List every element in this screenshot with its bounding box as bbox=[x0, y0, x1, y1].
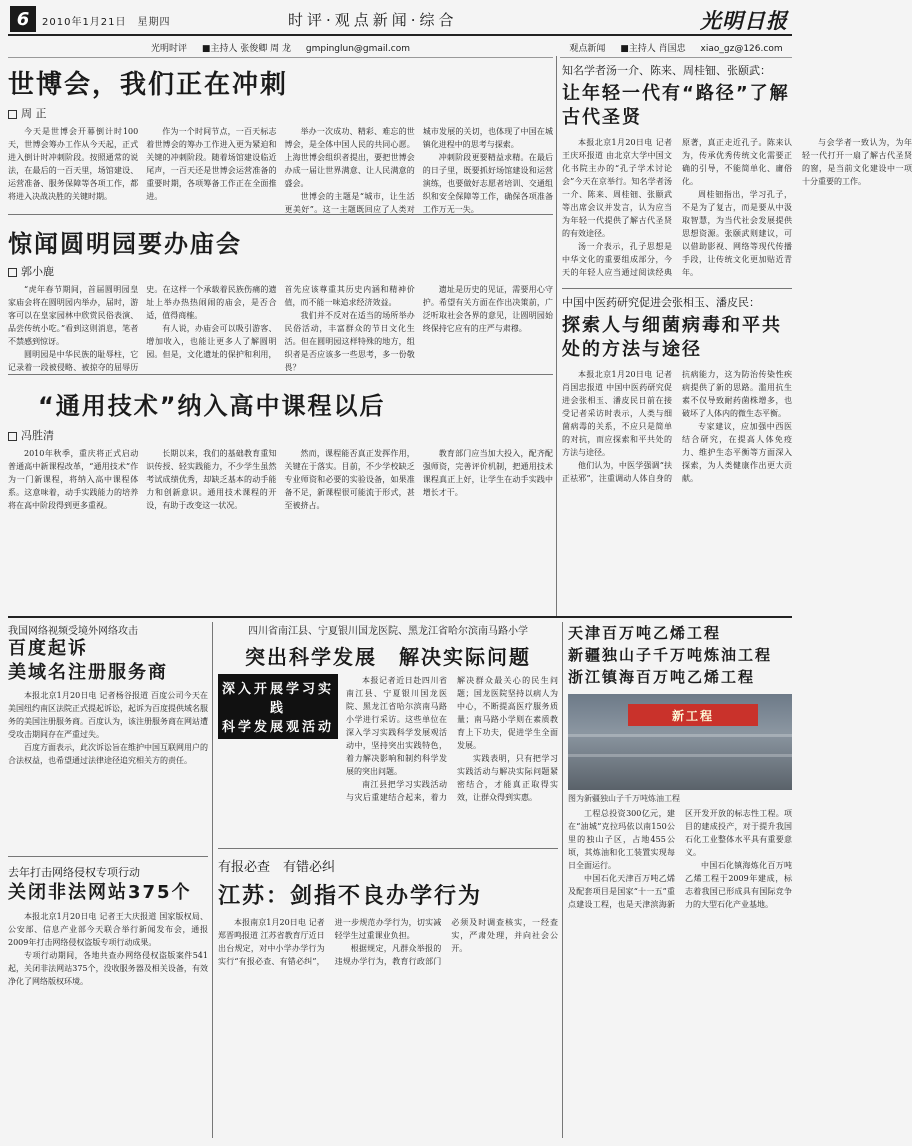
article-divider bbox=[8, 856, 208, 857]
article-petrochemical bbox=[568, 622, 792, 1138]
article-expo bbox=[8, 62, 553, 212]
article-body: 今天是世博会开幕倒计时100天，世博会筹办工作从今天起，正式进入倒计时冲刺阶段。按照通常的说法，在最后的一百天里，场馆建设、运营准备、服务保障等各项工作，都将进入决战决胜的关键时期。 作为一个时间节点，一百天标志着世博会的筹办工作进入更为紧迫和关键的冲刺阶段。随着场馆建设临近尾声，一百天还是世博会运营准备的重要时期，各项筹备工作正在全面推进。 举办一次成功、精彩、难忘的世博会，是全体中国人民的共同心愿。上海世博会组织者提出，要把世博会办成一届让世界满意、让人民满意的盛会。 世博会的主题是“城市，让生活更美好”。这一主题既回应了人类对城市发展的关切，也体现了中国在城镇化进程中的思考与探索。 冲刺阶段更要精益求精。在最后的日子里，既要抓好场馆建设和运营演练，也要做好志愿者培训、交通组织和安全保障等工作，确保各项准备工作万无一失。 bbox=[8, 127, 553, 214]
article-headline: 江苏：剑指不良办学行为 bbox=[218, 884, 483, 909]
news-photo bbox=[568, 694, 792, 790]
article-body: 本报南京1月20日电 记者郑晋鸣报道 江苏省教育厅近日出台规定，对中小学办学行为实行“有报必查、有错必纠”，进一步规范办学行为，切实减轻学生过重课业负担。 根据规定，凡群众举报的违规办学行为，教育行政部门必须及时调查核实，一经查实，严肃处理，并向社会公开。 bbox=[218, 918, 558, 966]
article-divider bbox=[218, 848, 558, 849]
article-author: 周 正 bbox=[8, 105, 553, 121]
article-headline: 新疆独山子千万吨炼油工程 bbox=[568, 646, 773, 664]
left-column-header bbox=[8, 38, 553, 58]
article-piracy bbox=[8, 862, 208, 1138]
article-body: 2010年秋季，重庆将正式启动普通高中新课程改革，“通用技术”作为一门新课程，将纳入高中课程体系。这意味着，动手实践能力的培养将在高中阶段得到更多重视。 长期以来，我们的基础教育重知识传授、轻实践能力，不少学生虽然考试成绩优秀，却缺乏基本的动手能力和创新意识。通用技术课程的开设，有助于改变这一状况。 然而，课程能否真正发挥作用，关键在于落实。目前，不少学校缺乏专业师资和必要的实验设备，如果准备不足，新课程很可能流于形式，甚至被挤占。 教育部门应当加大投入，配齐配强师资，完善评价机制，把通用技术课程真正上好，让学生在动手实践中增长才干。 bbox=[8, 449, 553, 510]
article-headline: 天津百万吨乙烯工程 bbox=[568, 624, 722, 642]
article-scientific-development bbox=[218, 622, 558, 842]
article-headline: 让年轻一代有“路径”了解古代圣贤 bbox=[562, 83, 790, 128]
column-email[interactable]: xiao_gz@126.com bbox=[700, 44, 783, 54]
article-headline: 浙江镇海百万吨乙烯工程 bbox=[568, 668, 756, 686]
column-email[interactable]: gmpinglun@gmail.com bbox=[305, 44, 410, 54]
article-headline: 惊闻圆明园要办庙会 bbox=[8, 230, 242, 258]
article-body: “虎年春节期间，首届圆明园皇家庙会将在圆明园内举办，届时，游客可以在皇家园林中欣赏民俗表演、品尝传统小吃。”看到这则消息，笔者不禁感到惊讶。 圆明园是中华民族的耻辱柱，它记录着一段被侵略、被掠夺的屈辱历史。在这样一个承载着民族伤痛的遗址上举办热热闹闹的庙会，是否合适，值得商榷。 有人说，办庙会可以吸引游客、增加收入，也能让更多人了解圆明园。但是，文化遗址的保护和利用，首先应该尊重其历史内涵和精神价值，而不能一味追求经济效益。 我们并不反对在适当的场所举办民俗活动，丰富群众的节日文化生活。但在圆明园这样特殊的地方，组织者是否应该多一些思考，多一份敬畏？ 遗址是历史的见证，需要用心守护。希望有关方面在作出决策前，广泛听取社会各界的意见，让圆明园始终保持它应有的庄严与肃穆。 bbox=[8, 285, 553, 372]
article-headline: 美域名注册服务商 bbox=[8, 662, 168, 683]
column-divider bbox=[212, 622, 213, 1138]
article-kicker: 我国网络视频受境外网络攻击 bbox=[8, 626, 138, 637]
article-deck: 深入开展学习实践 科学发展观活动 bbox=[218, 674, 338, 739]
article-confucius bbox=[562, 62, 912, 282]
column-divider bbox=[562, 622, 563, 1138]
masthead bbox=[8, 4, 792, 36]
article-body: 本报北京1月20日电 记者杨谷报道 百度公司今天在美国纽约南区法院正式提起诉讼，起诉为百度提供域名服务的美国注册服务商。百度认为，该注册服务商在网站遭受攻击期间存在严重过失。 百度方面表示，此次诉讼旨在维护中国互联网用户的合法权益，也希望通过法律途径追究相关方的责任。 bbox=[8, 691, 208, 765]
article-body: 本报北京1月20日电 记者王大庆报道 国家版权局、公安部、信息产业部今天联合举行新闻发布会，通报2009年打击网络侵权盗版专项行动成果。 专项行动期间，各地共查办网络侵权盗版案件541起，关闭非法网站375个，没收服务器及相关设备，有效净化了网络版权环境。 bbox=[8, 912, 208, 986]
page-number: 6 bbox=[10, 6, 36, 32]
article-kicker: 四川省南江县、宁夏银川国龙医院、黑龙江省哈尔滨南马路小学 bbox=[248, 626, 528, 637]
article-baidu bbox=[8, 622, 208, 852]
article-kicker: 知名学者汤一介、陈来、周桂钿、张颐武： bbox=[562, 64, 771, 77]
article-body: 本报北京1月20日电 记者王庆环报道 由北京大学中国文化书院主办的“孔子学术讨论会”今天在京举行。知名学者汤一介、陈来、周桂钿、张颐武等出席会议并发言，认为应当为年轻一代提供了解古代圣贤的有效途径。 汤一介表示，孔子思想是中华文化的重要组成部分，今天的年轻人应当通过阅读经典原著，真正走近孔子。陈来认为，传承优秀传统文化需要正确的引导，不能简单化、庸俗化。 周桂钿指出，学习孔子，不是为了复古，而是要从中汲取智慧，为当代社会发展提供思想资源。张颐武则建议，可以借助影视、网络等现代传播手段，让传统文化更加贴近青年。 与会学者一致认为，为年轻一代打开一扇了解古代圣贤的窗，是当前文化建设中一项十分重要的工作。 bbox=[562, 138, 912, 277]
article-body: 本报记者近日赴四川省南江县、宁夏银川国龙医院、黑龙江省哈尔滨南马路小学进行采访。这些单位在深入学习实践科学发展观活动中，坚持突出实践特色，着力解决影响和制约科学发展的突出问题。 南江县把学习实践活动与灾后重建结合起来，着力解决群众最关心的民生问题；国龙医院坚持以病人为中心，不断提高医疗服务质量；南马路小学则在素质教育上下功夫，促进学生全面发展。 实践表明，只有把学习实践活动与解决实际问题紧密结合，才能真正取得实效，让群众得到实惠。 bbox=[346, 676, 558, 802]
article-kicker: 中国中医药研究促进会张相玉、潘皮民： bbox=[562, 296, 760, 309]
article-yuanmingyuan bbox=[8, 222, 553, 372]
column-divider bbox=[556, 56, 557, 616]
article-headline: 突出科学发展 解决实际问题 bbox=[245, 645, 531, 669]
square-icon bbox=[8, 432, 17, 441]
right-column-header bbox=[560, 38, 792, 58]
square-icon bbox=[8, 268, 17, 277]
article-headline: 百度起诉 bbox=[8, 638, 88, 659]
article-headline: 关闭非法网站375个 bbox=[8, 882, 192, 903]
article-general-technology bbox=[8, 382, 553, 610]
article-body: 本报北京1月20日电 记者肖国忠报道 中国中医药研究促进会张相玉、潘皮民日前在接受记者采访时表示，人类与细菌病毒的关系，不应只是简单的对抗，而应探索和平共处的方法与途径。 他们认为，中医学强调“扶正祛邪”，注重调动人体自身的抗病能力，这为防治传染性疾病提供了新的思路。滥用抗生素不仅导致耐药菌株增多，也破坏了人体内的微生态平衡。 专家建议，应加强中西医结合研究，在提高人体免疫力、维护生态平衡等方面深入探索，为人类健康作出更大贡献。 bbox=[562, 370, 792, 483]
article-divider bbox=[8, 214, 553, 215]
square-icon bbox=[8, 110, 17, 119]
article-divider bbox=[562, 288, 792, 289]
article-body: 工程总投资300亿元，建在“油城”克拉玛依以南150公里的独山子区，占地455公顷，其炼油和化工装置实现每日全面运行。 中国石化天津百万吨乙烯及配套项目是国家“十一五”重点建设工程，也是天津滨海新区开发开放的标志性工程。项目的建成投产，对于提升我国石化工业整体水平具有重要意义。 中国石化镇海炼化百万吨乙烯工程于2009年建成，标志着我国已形成具有国际竞争力的大型石化产业基地。 bbox=[568, 809, 792, 909]
article-kicker: 有报必查 有错必纠 bbox=[218, 860, 336, 875]
photo-caption: 图为新疆独山子千万吨炼油工程 bbox=[568, 794, 680, 803]
article-kicker: 去年打击网络侵权专项行动 bbox=[8, 866, 140, 879]
article-divider bbox=[8, 374, 553, 375]
article-headline: 世博会，我们正在冲刺 bbox=[8, 70, 289, 100]
column-editors: ■主持人 肖国忠 bbox=[620, 44, 686, 54]
article-headline: “通用技术”纳入高中课程以后 bbox=[38, 392, 386, 420]
column-name: 光明时评 bbox=[151, 44, 188, 54]
column-editors: ■主持人 张俊卿 周 龙 bbox=[201, 44, 291, 54]
fold-divider bbox=[8, 616, 792, 618]
issue-date: 2010年1月21日 星期四 bbox=[42, 17, 171, 28]
article-author: 冯胜清 bbox=[8, 427, 553, 443]
photo-banner: 新工程 bbox=[628, 704, 758, 726]
article-headline: 探索人与细菌病毒和平共处的方法与途径 bbox=[562, 315, 782, 360]
article-author: 郭小鹿 bbox=[8, 263, 553, 279]
column-name: 观点新闻 bbox=[569, 44, 606, 54]
section-title: 时评·观点新闻·综合 bbox=[288, 11, 458, 29]
newspaper-logo: 光明日报 bbox=[700, 8, 788, 33]
article-jiangsu bbox=[218, 854, 558, 1138]
article-bacteria bbox=[562, 294, 792, 610]
